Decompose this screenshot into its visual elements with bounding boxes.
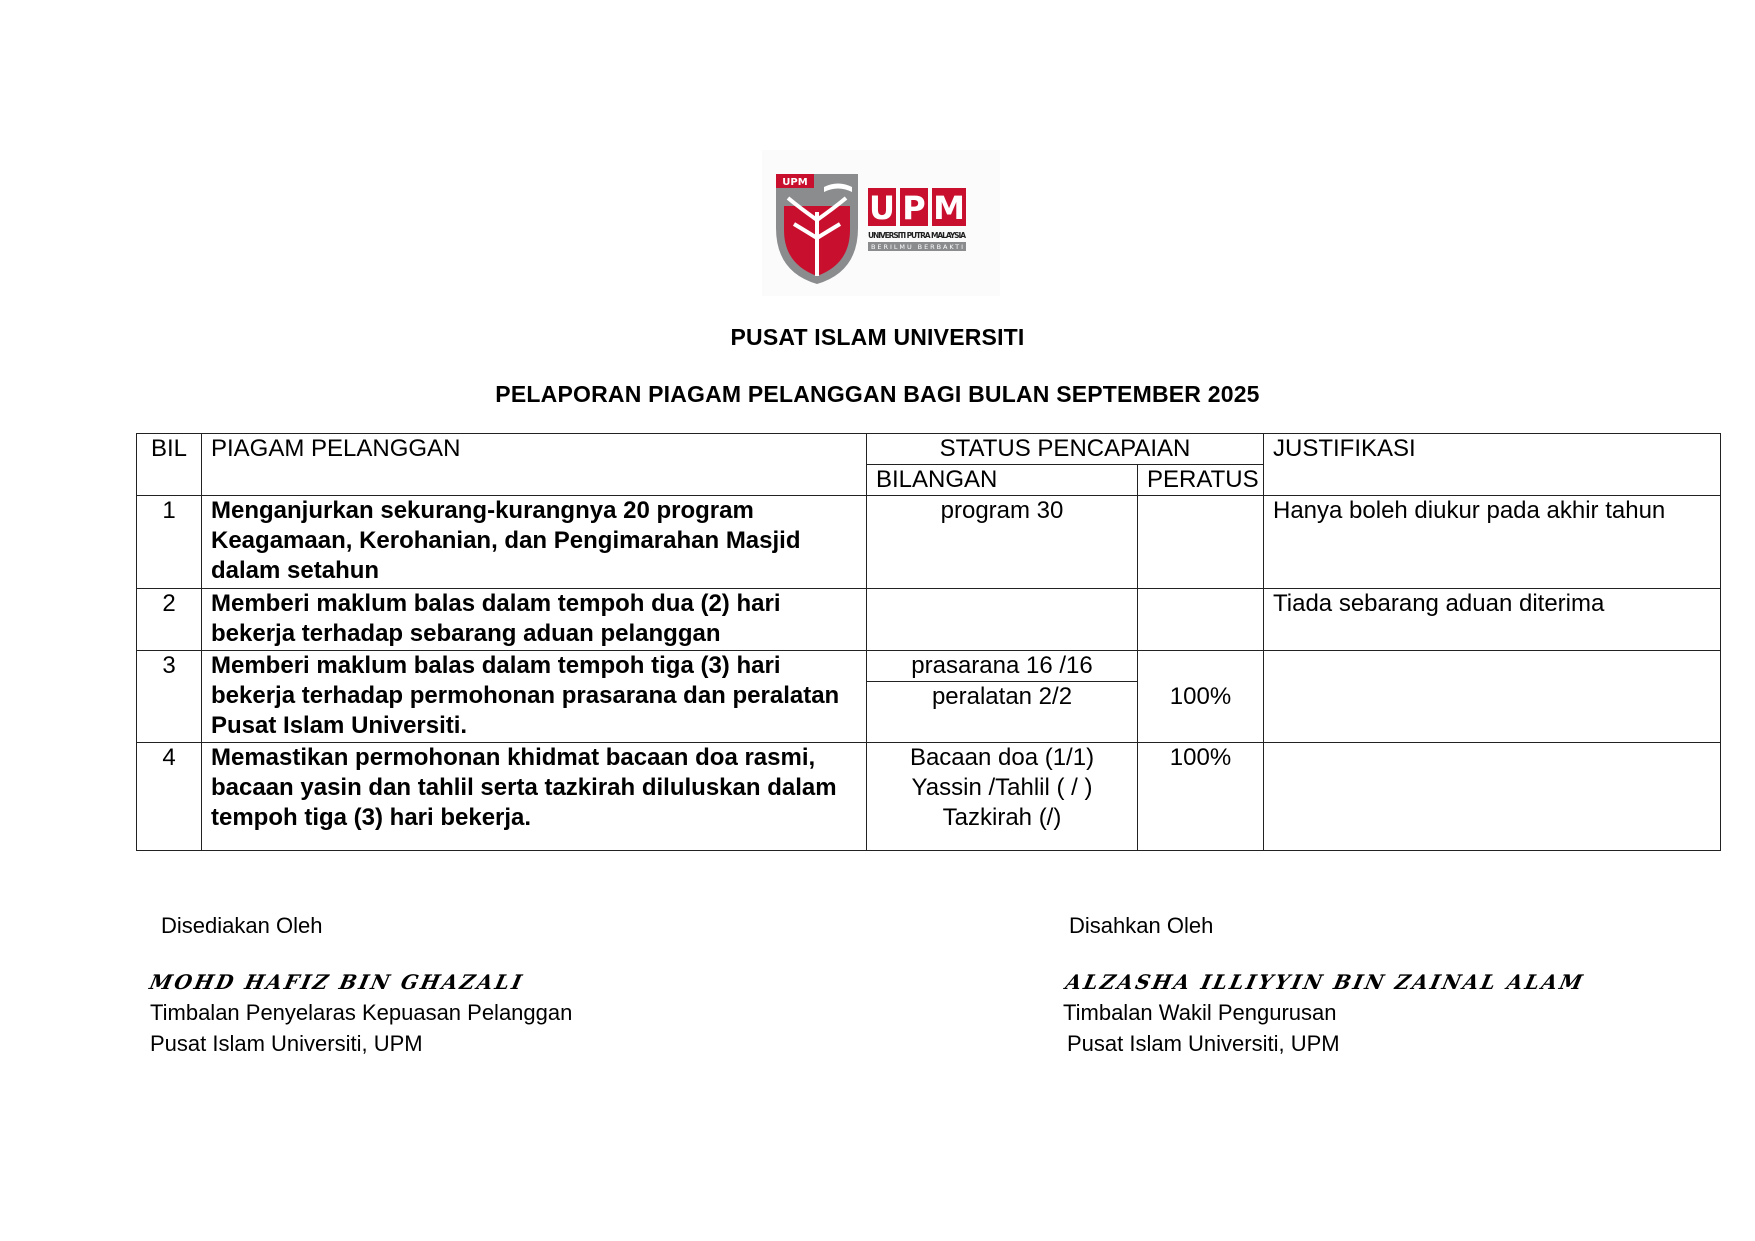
header-bilangan: BILANGAN <box>867 465 1138 496</box>
approved-by-label: Disahkan Oleh <box>1069 913 1214 938</box>
svg-text:P: P <box>902 189 926 227</box>
prepared-by-org: Pusat Islam Universiti, UPM <box>150 1031 423 1056</box>
row-justifikasi <box>1264 651 1721 743</box>
row-peratus <box>1138 496 1264 589</box>
header-justifikasi: JUSTIFIKASI <box>1264 434 1721 496</box>
table-header-row <box>137 434 1721 465</box>
bilangan-line: Bacaan doa (1/1) <box>909 744 1095 771</box>
row-justifikasi: Tiada sebarang aduan diterima <box>1264 589 1721 651</box>
approved-by-org: Pusat Islam Universiti, UPM <box>1067 1031 1340 1056</box>
row-bilangan-peralatan: peralatan 2/2 <box>867 682 1138 743</box>
prepared-by-signature: MOHD HAFIZ BIN GHAZALI <box>147 970 527 994</box>
row-bilangan: program 30 <box>867 496 1138 589</box>
row-bil: 3 <box>137 651 202 743</box>
row-bil: 4 <box>137 743 202 851</box>
row-justifikasi: Hanya boleh diukur pada akhir tahun <box>1264 496 1721 589</box>
svg-text:M: M <box>933 189 965 227</box>
bilangan-line: Yassin /Tahlil ( / ) <box>911 774 1093 801</box>
header-bil: BIL <box>137 434 202 496</box>
upm-logo <box>762 150 1000 296</box>
svg-text:BERILMU BERBAKTI: BERILMU BERBAKTI <box>871 243 963 251</box>
row-bilangan-prasarana: prasarana 16 /16 <box>867 651 1138 682</box>
row-piagam: Memastikan permohonan khidmat bacaan doa rasmi, bacaan yasin dan tahlil serta tazkirah diluluskan dalam tempoh tiga (3) hari bekerja. <box>202 743 867 851</box>
page-subtitle: PELAPORAN PIAGAM PELANGGAN BAGI BULAN SEPTEMBER 2025 <box>495 381 1260 407</box>
row-peratus: 100% <box>1138 651 1264 743</box>
row-bilangan <box>867 589 1138 651</box>
svg-text:UPM: UPM <box>782 177 808 188</box>
svg-text:U: U <box>869 189 895 227</box>
row-piagam: Menganjurkan sekurang-kurangnya 20 program Keagamaan, Kerohanian, dan Pengimarahan Masjid dalam setahun <box>202 496 867 589</box>
customer-charter-table <box>136 433 1721 851</box>
header-status: STATUS PENCAPAIAN <box>867 434 1264 465</box>
approved-by-position: Timbalan Wakil Pengurusan <box>1063 1000 1337 1025</box>
approved-by-signature: ALZASHA ILLIYYIN BIN ZAINAL ALAM <box>1063 970 1588 994</box>
row-peratus <box>1138 589 1264 651</box>
row-bil: 1 <box>137 496 202 589</box>
row-bilangan <box>867 743 1138 851</box>
row-bil: 2 <box>137 589 202 651</box>
page-title: PUSAT ISLAM UNIVERSITI <box>730 324 1025 350</box>
table-row <box>137 651 1721 682</box>
row-peratus: 100% <box>1138 743 1264 851</box>
bilangan-line: Tazkirah (/) <box>942 804 1062 831</box>
table-row <box>137 743 1721 851</box>
table-row <box>137 589 1721 651</box>
prepared-by-position: Timbalan Penyelaras Kepuasan Pelanggan <box>150 1000 573 1025</box>
table-row <box>137 496 1721 589</box>
row-justifikasi <box>1264 743 1721 851</box>
prepared-by-label: Disediakan Oleh <box>161 913 323 938</box>
header-piagam: PIAGAM PELANGGAN <box>202 434 867 496</box>
row-piagam: Memberi maklum balas dalam tempoh dua (2) hari bekerja terhadap sebarang aduan pelanggan <box>202 589 867 651</box>
svg-text:UNIVERSITI PUTRA MALAYSIA: UNIVERSITI PUTRA MALAYSIA <box>868 231 966 240</box>
header-peratus: PERATUS <box>1138 465 1264 496</box>
row-piagam: Memberi maklum balas dalam tempoh tiga (3) hari bekerja terhadap permohonan prasarana dan peralatan Pusat Islam Universiti. <box>202 651 867 743</box>
